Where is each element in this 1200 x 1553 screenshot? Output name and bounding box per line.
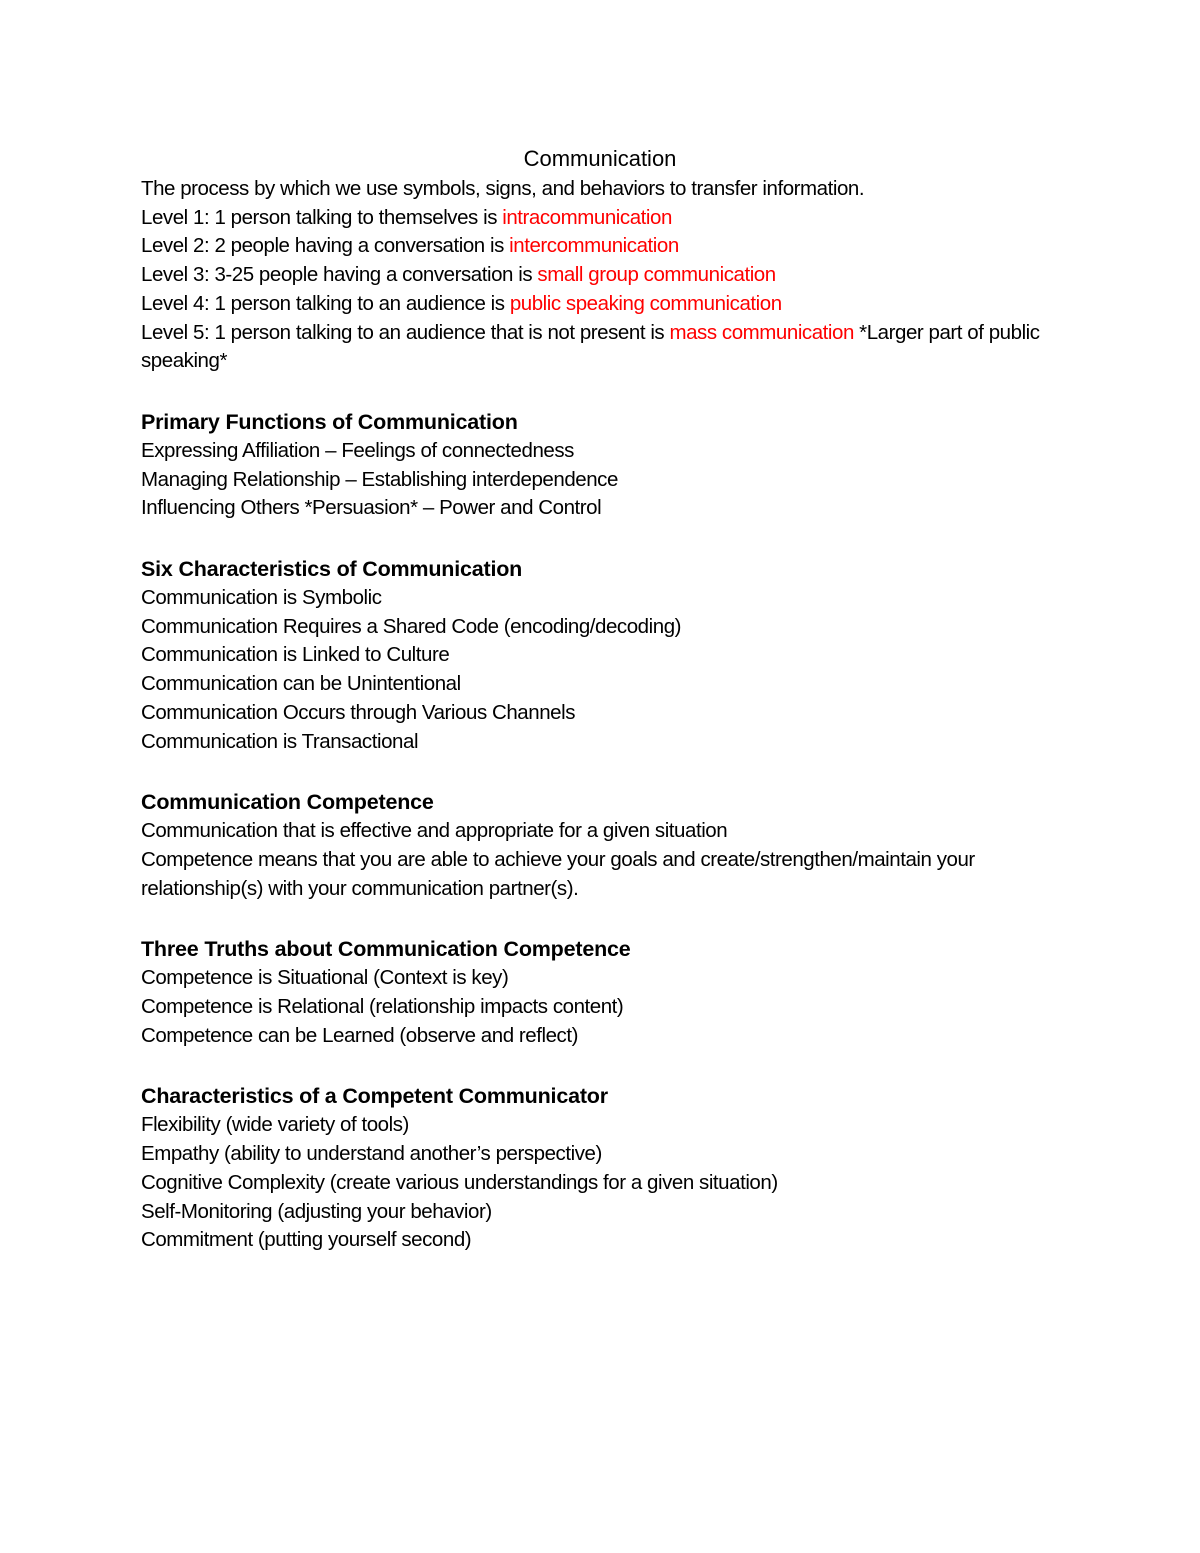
level-3-term: small group communication [537,263,776,287]
level-5 [141,319,1061,376]
level-5-text: Level 5: 1 person talking to an audience that is not present is [141,320,670,344]
level-4-text: Level 4: 1 person talking to an audience is [141,291,510,315]
list-item: Flexibility (wide variety of tools) [141,1113,409,1137]
level-4-term: public speaking communication [509,291,782,315]
list-item: Communication is Transactional [141,729,419,753]
list-item: Competence is Situational (Context is key) [141,966,509,990]
level-2-term: intercommunication [509,234,679,258]
definition-text: The process by which we use symbols, signs, and behaviors to transfer information. [141,177,865,200]
section-heading-three-truths: Three Truths about Communication Competence [141,937,631,962]
list-item: Managing Relationship – Establishing interdependence [141,467,618,491]
section-heading-competent-communicator: Characteristics of a Competent Communicator [141,1084,608,1109]
list-item: Competence is Relational (relationship impacts content) [141,995,624,1019]
list-item: Self-Monitoring (adjusting your behavior) [141,1199,492,1223]
list-item: Influencing Others *Persuasion* – Power and Control [141,496,602,520]
spacer [141,523,1061,554]
level-5-term: mass communication [669,320,854,344]
list-item: Communication is Symbolic [141,586,382,610]
level-3-text: Level 3: 3-25 people having a conversation is [141,263,538,287]
level-2-text: Level 2: 2 people having a conversation is [141,234,510,258]
list-item: Communication that is effective and appropriate for a given situation [141,819,728,843]
list-item: Communication Requires a Shared Code (encoding/decoding) [141,614,682,638]
list-item: Communication Occurs through Various Channels [141,700,576,724]
level-1-text: Level 1: 1 person talking to themselves is [141,205,503,229]
spacer [141,1050,1061,1081]
level-1-term: intracommunication [502,205,672,229]
level-3 [141,261,1061,290]
list-item: Expressing Affiliation – Feelings of connectedness [141,438,574,462]
section-heading-six-characteristics: Six Characteristics of Communication [141,557,523,582]
level-2 [141,232,1061,261]
section-heading-communication-competence: Communication Competence [141,790,434,815]
list-item: Empathy (ability to understand another’s perspective) [141,1142,602,1166]
document-page [141,143,1061,1255]
list-item: Commitment (putting yourself second) [141,1228,472,1252]
level-1 [141,204,1061,233]
section-heading-primary-functions: Primary Functions of Communication [141,409,518,434]
spacer [141,903,1061,934]
list-item: Communication can be Unintentional [141,672,461,696]
document-title: Communication [523,146,677,171]
list-item: Competence means that you are able to achieve your goals and create/strengthen/maintain your relationship(s) with your communication partner(s). [141,847,975,900]
list-item: Communication is Linked to Culture [141,643,450,667]
list-item: Competence can be Learned (observe and reflect) [141,1023,578,1047]
list-item: Cognitive Complexity (create various understandings for a given situation) [141,1170,778,1194]
level-4 [141,290,1061,319]
spacer [141,756,1061,787]
level-5-suffix: *Larger part of public speaking* [141,320,1040,373]
spacer [141,376,1061,407]
